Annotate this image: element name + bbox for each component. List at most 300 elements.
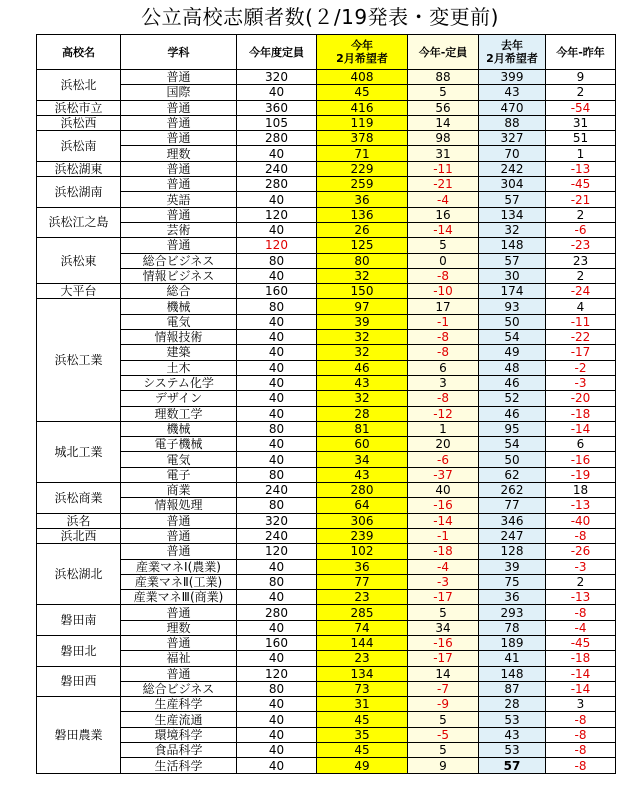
table-row — [37, 284, 616, 299]
diff-lastyear-cell: -20 — [546, 391, 616, 406]
applicants-last-cell: 148 — [479, 666, 546, 681]
applicants-now-cell: 71 — [317, 146, 408, 161]
quota-cell: 40 — [237, 222, 317, 237]
applicants-last-cell: 189 — [479, 635, 546, 650]
applicants-last-cell: 46 — [479, 406, 546, 421]
table-row — [37, 421, 616, 436]
applicants-now-cell: 306 — [317, 513, 408, 528]
dept-cell: 国際 — [121, 85, 237, 100]
applicants-now-cell: 43 — [317, 375, 408, 390]
diff-quota-cell: -8 — [408, 268, 479, 283]
diff-lastyear-cell: -6 — [546, 222, 616, 237]
dept-cell: 理数工学 — [121, 406, 237, 421]
diff-lastyear-cell: 51 — [546, 131, 616, 146]
table-row — [37, 100, 616, 115]
dept-cell: 総合 — [121, 284, 237, 299]
table-row — [37, 544, 616, 559]
diff-lastyear-cell: -11 — [546, 314, 616, 329]
diff-quota-cell: 14 — [408, 115, 479, 130]
diff-lastyear-cell: -54 — [546, 100, 616, 115]
applicants-now-cell: 285 — [317, 605, 408, 620]
diff-quota-cell: -11 — [408, 161, 479, 176]
quota-cell: 280 — [237, 605, 317, 620]
dept-cell: 建築 — [121, 345, 237, 360]
diff-quota-cell: 5 — [408, 85, 479, 100]
applicants-now-cell: 23 — [317, 590, 408, 605]
school-name-cell: 磐田西 — [37, 666, 121, 697]
diff-lastyear-cell: -14 — [546, 421, 616, 436]
header-last-line2: 2月希望者 — [486, 52, 538, 65]
quota-cell: 160 — [237, 284, 317, 299]
applicants-now-cell: 34 — [317, 452, 408, 467]
applicants-last-cell: 49 — [479, 345, 546, 360]
school-name-cell: 浜松湖北 — [37, 544, 121, 605]
quota-cell: 40 — [237, 712, 317, 727]
applicants-now-cell: 31 — [317, 697, 408, 712]
applicants-now-cell: 102 — [317, 544, 408, 559]
diff-quota-cell: -37 — [408, 467, 479, 482]
table-row — [37, 635, 616, 650]
diff-lastyear-cell: 1 — [546, 146, 616, 161]
applicants-now-cell: 259 — [317, 177, 408, 192]
table-row — [37, 452, 616, 467]
applicants-last-cell: 32 — [479, 222, 546, 237]
quota-cell: 320 — [237, 513, 317, 528]
diff-lastyear-cell: -40 — [546, 513, 616, 528]
quota-cell: 120 — [237, 544, 317, 559]
school-name-cell: 浜松商業 — [37, 483, 121, 514]
dept-cell: 産業マネⅡ(工業) — [121, 574, 237, 589]
applicants-now-cell: 229 — [317, 161, 408, 176]
dept-cell: 商業 — [121, 483, 237, 498]
dept-cell: 食品科学 — [121, 743, 237, 758]
applicants-last-cell: 36 — [479, 590, 546, 605]
dept-cell: 電気 — [121, 452, 237, 467]
dept-cell: 情報ビジネス — [121, 268, 237, 283]
diff-quota-cell: 98 — [408, 131, 479, 146]
diff-quota-cell: -8 — [408, 345, 479, 360]
applicants-now-cell: 73 — [317, 681, 408, 696]
diff-lastyear-cell: 18 — [546, 483, 616, 498]
diff-lastyear-cell: -8 — [546, 528, 616, 543]
quota-cell: 40 — [237, 651, 317, 666]
applicants-now-cell: 26 — [317, 222, 408, 237]
dept-cell: 普通 — [121, 161, 237, 176]
applicants-now-cell: 36 — [317, 192, 408, 207]
table-row — [37, 222, 616, 237]
applicants-last-cell: 54 — [479, 330, 546, 345]
applicants-last-cell: 134 — [479, 207, 546, 222]
header-now — [317, 35, 408, 70]
header-diff2: 今年-昨年 — [546, 35, 616, 70]
applicants-now-cell: 280 — [317, 483, 408, 498]
applicants-now-cell: 32 — [317, 268, 408, 283]
header-quota: 今年度定員 — [237, 35, 317, 70]
applicants-now-cell: 144 — [317, 635, 408, 650]
dept-cell: 電気 — [121, 314, 237, 329]
applicants-last-cell: 174 — [479, 284, 546, 299]
diff-lastyear-cell: -13 — [546, 498, 616, 513]
diff-quota-cell: 0 — [408, 253, 479, 268]
applicants-now-cell: 45 — [317, 743, 408, 758]
diff-quota-cell: -21 — [408, 177, 479, 192]
applicants-last-cell: 77 — [479, 498, 546, 513]
table-row — [37, 406, 616, 421]
quota-cell: 80 — [237, 253, 317, 268]
applicants-now-cell: 239 — [317, 528, 408, 543]
header-last — [479, 35, 546, 70]
table-row — [37, 574, 616, 589]
dept-cell: 理数 — [121, 146, 237, 161]
applicants-last-cell: 95 — [479, 421, 546, 436]
diff-quota-cell: -8 — [408, 391, 479, 406]
diff-lastyear-cell: 23 — [546, 253, 616, 268]
school-name-cell: 大平台 — [37, 284, 121, 299]
quota-cell: 80 — [237, 681, 317, 696]
applicants-now-cell: 81 — [317, 421, 408, 436]
header-now-line1: 今年 — [351, 39, 373, 52]
applicants-last-cell: 39 — [479, 559, 546, 574]
dept-cell: 英語 — [121, 192, 237, 207]
table-row — [37, 651, 616, 666]
applicants-last-cell: 54 — [479, 437, 546, 452]
applicants-last-cell: 470 — [479, 100, 546, 115]
dept-cell: 普通 — [121, 115, 237, 130]
diff-lastyear-cell: -14 — [546, 681, 616, 696]
dept-cell: 福祉 — [121, 651, 237, 666]
diff-quota-cell: 88 — [408, 70, 479, 85]
diff-lastyear-cell: -45 — [546, 635, 616, 650]
diff-quota-cell: -6 — [408, 452, 479, 467]
applicants-last-cell: 399 — [479, 70, 546, 85]
table-row — [37, 131, 616, 146]
applicants-now-cell: 77 — [317, 574, 408, 589]
applicants-now-cell: 119 — [317, 115, 408, 130]
quota-cell: 120 — [237, 238, 317, 253]
page-title: 公立高校志願者数(２/19発表・変更前) — [141, 5, 499, 29]
dept-cell: 生活科学 — [121, 758, 237, 773]
dept-cell: 普通 — [121, 70, 237, 85]
diff-lastyear-cell: 2 — [546, 85, 616, 100]
header-now-line2: 2月希望者 — [336, 52, 388, 65]
table-row — [37, 268, 616, 283]
applicants-last-cell: 128 — [479, 544, 546, 559]
applicants-now-cell: 416 — [317, 100, 408, 115]
dept-cell: 普通 — [121, 513, 237, 528]
table-row — [37, 70, 616, 85]
diff-lastyear-cell: -8 — [546, 712, 616, 727]
quota-cell: 40 — [237, 268, 317, 283]
applicants-last-cell: 93 — [479, 299, 546, 314]
quota-cell: 40 — [237, 620, 317, 635]
applicants-now-cell: 125 — [317, 238, 408, 253]
applicants-now-cell: 32 — [317, 345, 408, 360]
quota-cell: 80 — [237, 299, 317, 314]
table-row — [37, 513, 616, 528]
diff-lastyear-cell: -13 — [546, 161, 616, 176]
diff-quota-cell: -4 — [408, 192, 479, 207]
dept-cell: 産業マネⅠ(農業) — [121, 559, 237, 574]
school-name-cell: 城北工業 — [37, 421, 121, 482]
applicants-now-cell: 97 — [317, 299, 408, 314]
table-row — [37, 590, 616, 605]
applicants-now-cell: 28 — [317, 406, 408, 421]
applicants-last-cell: 88 — [479, 115, 546, 130]
applicants-last-cell: 247 — [479, 528, 546, 543]
quota-cell: 40 — [237, 406, 317, 421]
applicants-now-cell: 134 — [317, 666, 408, 681]
school-name-cell: 浜松北 — [37, 70, 121, 101]
diff-lastyear-cell: 2 — [546, 574, 616, 589]
school-name-cell: 浜北西 — [37, 528, 121, 543]
applicants-table-body — [37, 35, 616, 774]
applicants-table — [36, 34, 616, 774]
quota-cell: 40 — [237, 697, 317, 712]
table-row — [37, 498, 616, 513]
dept-cell: 総合ビジネス — [121, 681, 237, 696]
applicants-last-cell: 70 — [479, 146, 546, 161]
applicants-now-cell: 36 — [317, 559, 408, 574]
applicants-now-cell: 45 — [317, 712, 408, 727]
diff-quota-cell: -4 — [408, 559, 479, 574]
header-row — [37, 35, 616, 70]
dept-cell: 情報技術 — [121, 330, 237, 345]
quota-cell: 120 — [237, 666, 317, 681]
quota-cell: 40 — [237, 437, 317, 452]
school-name-cell: 磐田北 — [37, 635, 121, 666]
table-row — [37, 391, 616, 406]
diff-quota-cell: -16 — [408, 498, 479, 513]
applicants-last-cell: 57 — [479, 758, 546, 773]
applicants-last-cell: 50 — [479, 452, 546, 467]
applicants-now-cell: 32 — [317, 391, 408, 406]
diff-quota-cell: -17 — [408, 590, 479, 605]
applicants-now-cell: 32 — [317, 330, 408, 345]
dept-cell: 普通 — [121, 635, 237, 650]
dept-cell: 普通 — [121, 605, 237, 620]
applicants-last-cell: 30 — [479, 268, 546, 283]
quota-cell: 40 — [237, 758, 317, 773]
dept-cell: 普通 — [121, 131, 237, 146]
applicants-last-cell: 43 — [479, 85, 546, 100]
applicants-now-cell: 35 — [317, 727, 408, 742]
applicants-last-cell: 87 — [479, 681, 546, 696]
dept-cell: 土木 — [121, 360, 237, 375]
quota-cell: 40 — [237, 452, 317, 467]
diff-quota-cell: -1 — [408, 528, 479, 543]
table-row — [37, 666, 616, 681]
diff-lastyear-cell: -8 — [546, 758, 616, 773]
diff-quota-cell: -7 — [408, 681, 479, 696]
quota-cell: 360 — [237, 100, 317, 115]
diff-lastyear-cell: 9 — [546, 70, 616, 85]
applicants-last-cell: 48 — [479, 360, 546, 375]
diff-lastyear-cell: 2 — [546, 268, 616, 283]
applicants-now-cell: 136 — [317, 207, 408, 222]
table-row — [37, 375, 616, 390]
applicants-last-cell: 50 — [479, 314, 546, 329]
quota-cell: 80 — [237, 421, 317, 436]
applicants-last-cell: 262 — [479, 483, 546, 498]
quota-cell: 40 — [237, 743, 317, 758]
applicants-last-cell: 28 — [479, 697, 546, 712]
quota-cell: 40 — [237, 314, 317, 329]
dept-cell: 電子 — [121, 467, 237, 482]
applicants-last-cell: 43 — [479, 727, 546, 742]
diff-quota-cell: 5 — [408, 605, 479, 620]
table-row — [37, 177, 616, 192]
table-row — [37, 161, 616, 176]
diff-quota-cell: 5 — [408, 238, 479, 253]
diff-lastyear-cell: -14 — [546, 666, 616, 681]
dept-cell: 普通 — [121, 544, 237, 559]
applicants-last-cell: 41 — [479, 651, 546, 666]
applicants-now-cell: 23 — [317, 651, 408, 666]
table-row — [37, 253, 616, 268]
applicants-now-cell: 46 — [317, 360, 408, 375]
diff-quota-cell: -16 — [408, 635, 479, 650]
diff-lastyear-cell: -24 — [546, 284, 616, 299]
table-row — [37, 727, 616, 742]
dept-cell: 産業マネⅢ(商業) — [121, 590, 237, 605]
school-name-cell: 磐田南 — [37, 605, 121, 636]
school-name-cell: 浜松南 — [37, 131, 121, 162]
diff-lastyear-cell: -18 — [546, 651, 616, 666]
dept-cell: 普通 — [121, 177, 237, 192]
applicants-now-cell: 74 — [317, 620, 408, 635]
applicants-last-cell: 53 — [479, 743, 546, 758]
diff-quota-cell: 40 — [408, 483, 479, 498]
applicants-last-cell: 75 — [479, 574, 546, 589]
dept-cell: 芸術 — [121, 222, 237, 237]
table-row — [37, 743, 616, 758]
diff-lastyear-cell: -3 — [546, 559, 616, 574]
table-row — [37, 330, 616, 345]
header-dept: 学科 — [121, 35, 237, 70]
diff-lastyear-cell: -23 — [546, 238, 616, 253]
table-row — [37, 115, 616, 130]
applicants-last-cell: 242 — [479, 161, 546, 176]
diff-quota-cell: -5 — [408, 727, 479, 742]
table-row — [37, 620, 616, 635]
dept-cell: 環境科学 — [121, 727, 237, 742]
applicants-last-cell: 78 — [479, 620, 546, 635]
dept-cell: 普通 — [121, 100, 237, 115]
applicants-last-cell: 304 — [479, 177, 546, 192]
applicants-last-cell: 148 — [479, 238, 546, 253]
quota-cell: 40 — [237, 146, 317, 161]
dept-cell: 普通 — [121, 666, 237, 681]
dept-cell: 情報処理 — [121, 498, 237, 513]
applicants-now-cell: 49 — [317, 758, 408, 773]
quota-cell: 320 — [237, 70, 317, 85]
diff-quota-cell: -14 — [408, 222, 479, 237]
dept-cell: 生産科学 — [121, 697, 237, 712]
table-row — [37, 697, 616, 712]
applicants-last-cell: 346 — [479, 513, 546, 528]
header-diff1: 今年-定員 — [408, 35, 479, 70]
quota-cell: 160 — [237, 635, 317, 650]
table-row — [37, 192, 616, 207]
dept-cell: 普通 — [121, 238, 237, 253]
diff-quota-cell: -3 — [408, 574, 479, 589]
diff-lastyear-cell: 2 — [546, 207, 616, 222]
applicants-last-cell: 53 — [479, 712, 546, 727]
diff-quota-cell: 34 — [408, 620, 479, 635]
school-name-cell: 浜松東 — [37, 238, 121, 284]
diff-lastyear-cell: -17 — [546, 345, 616, 360]
school-name-cell: 浜松湖東 — [37, 161, 121, 176]
applicants-now-cell: 64 — [317, 498, 408, 513]
quota-cell: 240 — [237, 483, 317, 498]
table-row — [37, 559, 616, 574]
dept-cell: デザイン — [121, 391, 237, 406]
dept-cell: システム化学 — [121, 375, 237, 390]
table-row — [37, 238, 616, 253]
diff-lastyear-cell: -8 — [546, 605, 616, 620]
table-row — [37, 207, 616, 222]
quota-cell: 40 — [237, 391, 317, 406]
dept-cell: 機械 — [121, 421, 237, 436]
diff-quota-cell: 5 — [408, 743, 479, 758]
table-row — [37, 712, 616, 727]
diff-quota-cell: 3 — [408, 375, 479, 390]
diff-quota-cell: -17 — [408, 651, 479, 666]
diff-lastyear-cell: 31 — [546, 115, 616, 130]
applicants-now-cell: 45 — [317, 85, 408, 100]
diff-quota-cell: 5 — [408, 712, 479, 727]
quota-cell: 40 — [237, 360, 317, 375]
diff-lastyear-cell: -19 — [546, 467, 616, 482]
applicants-last-cell: 62 — [479, 467, 546, 482]
diff-lastyear-cell: -8 — [546, 743, 616, 758]
dept-cell: 理数 — [121, 620, 237, 635]
diff-lastyear-cell: -26 — [546, 544, 616, 559]
quota-cell: 40 — [237, 727, 317, 742]
quota-cell: 280 — [237, 131, 317, 146]
applicants-now-cell: 378 — [317, 131, 408, 146]
diff-quota-cell: -1 — [408, 314, 479, 329]
applicants-now-cell: 60 — [317, 437, 408, 452]
diff-quota-cell: -8 — [408, 330, 479, 345]
diff-lastyear-cell: -21 — [546, 192, 616, 207]
quota-cell: 40 — [237, 375, 317, 390]
diff-lastyear-cell: -18 — [546, 406, 616, 421]
diff-lastyear-cell: -2 — [546, 360, 616, 375]
school-name-cell: 浜名 — [37, 513, 121, 528]
dept-cell: 総合ビジネス — [121, 253, 237, 268]
applicants-now-cell: 39 — [317, 314, 408, 329]
diff-quota-cell: 16 — [408, 207, 479, 222]
dept-cell: 生産流通 — [121, 712, 237, 727]
table-row — [37, 528, 616, 543]
quota-cell: 105 — [237, 115, 317, 130]
diff-quota-cell: -10 — [408, 284, 479, 299]
diff-lastyear-cell: 4 — [546, 299, 616, 314]
diff-lastyear-cell: -45 — [546, 177, 616, 192]
diff-quota-cell: 9 — [408, 758, 479, 773]
applicants-now-cell: 43 — [317, 467, 408, 482]
school-name-cell: 浜松湖南 — [37, 177, 121, 208]
quota-cell: 40 — [237, 192, 317, 207]
quota-cell: 40 — [237, 85, 317, 100]
diff-lastyear-cell: 3 — [546, 697, 616, 712]
header-school: 高校名 — [37, 35, 121, 70]
quota-cell: 80 — [237, 467, 317, 482]
diff-lastyear-cell: 6 — [546, 437, 616, 452]
quota-cell: 80 — [237, 498, 317, 513]
applicants-last-cell: 57 — [479, 253, 546, 268]
